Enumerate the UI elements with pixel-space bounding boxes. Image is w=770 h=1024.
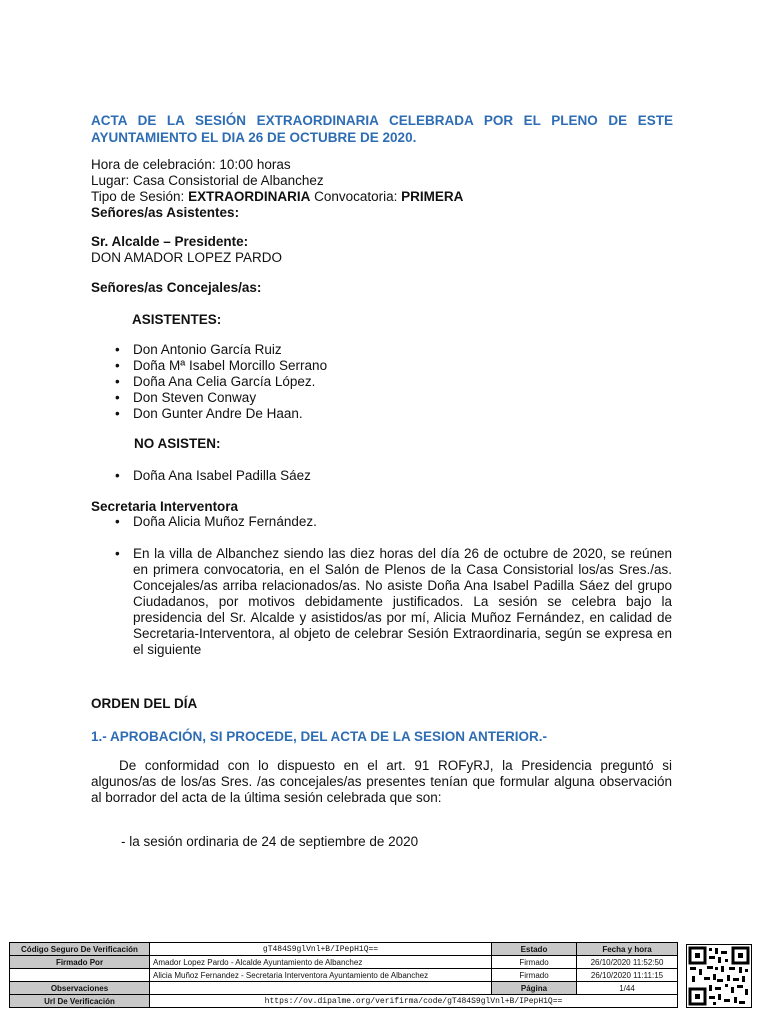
qr-code-icon [686, 944, 752, 1008]
secretaria-heading: Secretaria Interventora [91, 499, 239, 514]
secretaria-list [115, 514, 317, 530]
asistentes-subheading: ASISTENTES: [132, 312, 222, 327]
signer-name: Alicia Muñoz Fernandez - Secretaria Interventora Ayuntamiento de Albanchez [150, 969, 492, 982]
pagina-value: 1/44 [577, 982, 678, 995]
firmado-label-blank [10, 969, 150, 982]
session-time: Hora de celebración: 10:00 horas [91, 157, 291, 172]
url-label: Url De Verificación [10, 995, 150, 1008]
intro-paragraph-block [115, 546, 672, 658]
codigo-label: Código Seguro De Verificación [10, 943, 150, 956]
list-item: • Doña Alicia Muñoz Fernández. [115, 514, 317, 530]
session-type-label: Tipo de Sesión: [91, 189, 189, 204]
pagina-label: Página [492, 982, 577, 995]
list-item: • Doña Ana Celia García López. [115, 374, 327, 390]
session-type-value: EXTRAORDINARIA [188, 189, 311, 204]
no-asisten-list [115, 468, 311, 484]
verification-table [9, 942, 678, 1008]
item1-title: 1.- APROBACIÓN, SI PROCEDE, DEL ACTA DE LA SESION ANTERIOR.- [91, 729, 548, 744]
item1-list-line: - la sesión ordinaria de 24 de septiembre de 2020 [121, 834, 419, 849]
list-item: • Don Steven Conway [115, 390, 327, 406]
no-asisten-heading: NO ASISTEN: [134, 436, 221, 451]
alcalde-name: DON AMADOR LOPEZ PARDO [91, 250, 283, 265]
bullet-marker: • [115, 546, 120, 561]
asistentes-list [115, 342, 327, 422]
concejales-heading: Señores/as Concejales/as: [91, 280, 262, 295]
signer-fecha: 26/10/2020 11:11:15 [577, 969, 678, 982]
convocatoria-label: Convocatoria: [310, 189, 402, 204]
list-item: • Doña Ana Isabel Padilla Sáez [115, 468, 311, 484]
observaciones-value [150, 982, 492, 995]
item1-paragraph: De conformidad con lo dispuesto en el art. 91 ROFyRJ, la Presidencia preguntó si algunos/as de los/as Sres. /as concejales/as presentes tenían que formular alguna observación al borrador del acta de la última sesión celebrada que son: [91, 758, 672, 805]
codigo-value: gT484S9glVnl+B/IPepH1Q== [150, 943, 492, 956]
intro-paragraph: En la villa de Albanchez siendo las diez horas del día 26 de octubre de 2020, se reúnen en primera convocatoria, en el Salón de Plenos de la Casa Consistorial los/as Sres./as. Concejales/as arriba relacionados/as. No asiste Doña Ana Isabel Padilla Sáez del grupo Ciudadanos, por motivos debidamente justificados. La sesión se celebra bajo la presidencia del Sr. Alcalde y asistidos/as por mí, Alicia Muñoz Fernández, en calidad de Secretaria-Interventora, al objeto de celebrar Sesión Extraordinaria, según se expresa en el siguiente [133, 546, 672, 657]
signer-fecha: 26/10/2020 11:52:50 [577, 956, 678, 969]
document-title: ACTA DE LA SESIÓN EXTRAORDINARIA CELEBRADA POR EL PLENO DE ESTE AYUNTAMIENTO EL DIA 26 DE OCTUBRE DE 2020. [91, 113, 673, 145]
orden-heading: ORDEN DEL DÍA [91, 696, 198, 711]
asistentes-heading: Señores/as Asistentes: [91, 205, 240, 220]
signer-estado: Firmado [492, 969, 577, 982]
estado-label: Estado [492, 943, 577, 956]
list-item: • Don Gunter Andre De Haan. [115, 406, 327, 422]
firmado-label: Firmado Por [10, 956, 150, 969]
signer-name: Amador Lopez Pardo - Alcalde Ayuntamiento de Albanchez [150, 956, 492, 969]
convocatoria-value: PRIMERA [401, 189, 464, 204]
session-place: Lugar: Casa Consistorial de Albanchez [91, 173, 324, 188]
signer-estado: Firmado [492, 956, 577, 969]
observaciones-label: Observaciones [10, 982, 150, 995]
alcalde-heading: Sr. Alcalde – Presidente: [91, 234, 249, 249]
list-item: • Doña Mª Isabel Morcillo Serrano [115, 358, 327, 374]
fecha-label: Fecha y hora [577, 943, 678, 956]
url-value[interactable]: https://ov.dipalme.org/verifirma/code/gT484S9glVnl+B/IPepH1Q== [150, 995, 678, 1008]
list-item: • Don Antonio García Ruiz [115, 342, 327, 358]
session-type [91, 189, 463, 205]
